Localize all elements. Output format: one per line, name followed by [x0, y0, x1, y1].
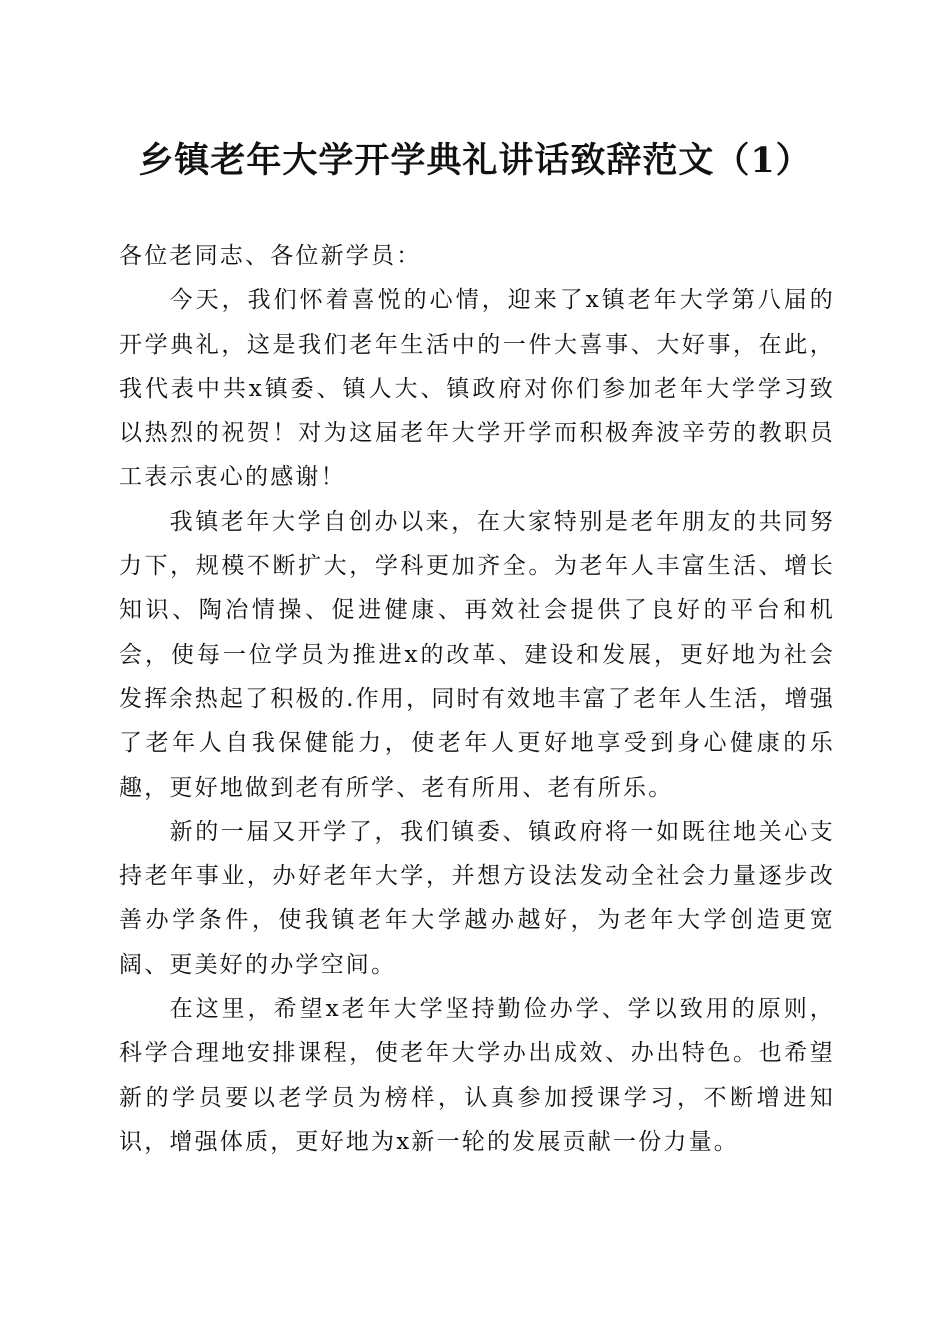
document-body	[119, 234, 835, 1164]
paragraph-4: 在这里，希望x老年大学坚持勤俭办学、学以致用的原则，科学合理地安排课程，使老年大学办出成效、办出特色。也希望新的学员要以老学员为榜样，认真参加授课学习，不断增进知识，增强体质，更好地为x新一轮的发展贡献一份力量。	[119, 996, 835, 1155]
paragraph-1: 今天，我们怀着喜悦的心情，迎来了x镇老年大学第八届的开学典礼，这是我们老年生活中的一件大喜事、大好事，在此，我代表中共x镇委、镇人大、镇政府对你们参加老年大学学习致以热烈的祝贺！对为这届老年大学开学而积极奔波辛劳的教职员工表示衷心的感谢！	[119, 287, 835, 491]
paragraph-3: 新的一届又开学了，我们镇委、镇政府将一如既往地关心支持老年事业，办好老年大学，并想方设法发动全社会力量逐步改善办学条件，使我镇老年大学越办越好，为老年大学创造更宽阔、更美好的办学空间。	[119, 818, 835, 978]
document-title: 乡镇老年大学开学典礼讲话致辞范文（1）	[138, 140, 812, 181]
salutation: 各位老同志、各位新学员：	[119, 243, 422, 269]
paragraph-2: 我镇老年大学自创办以来，在大家特别是老年朋友的共同努力下，规模不断扩大，学科更加齐全。为老年人丰富生活、增长知识、陶冶情操、促进健康、再效社会提供了良好的平台和机会，使每一位学员为推进x的改革、建设和发展，更好地为社会发挥余热起了积极的.作用，同时有效地丰富了老年人生活，增强了老年人自我保健能力，使老年人更好地享受到身心健康的乐趣，更好地做到老有所学、老有所用、老有所乐。	[119, 508, 835, 801]
